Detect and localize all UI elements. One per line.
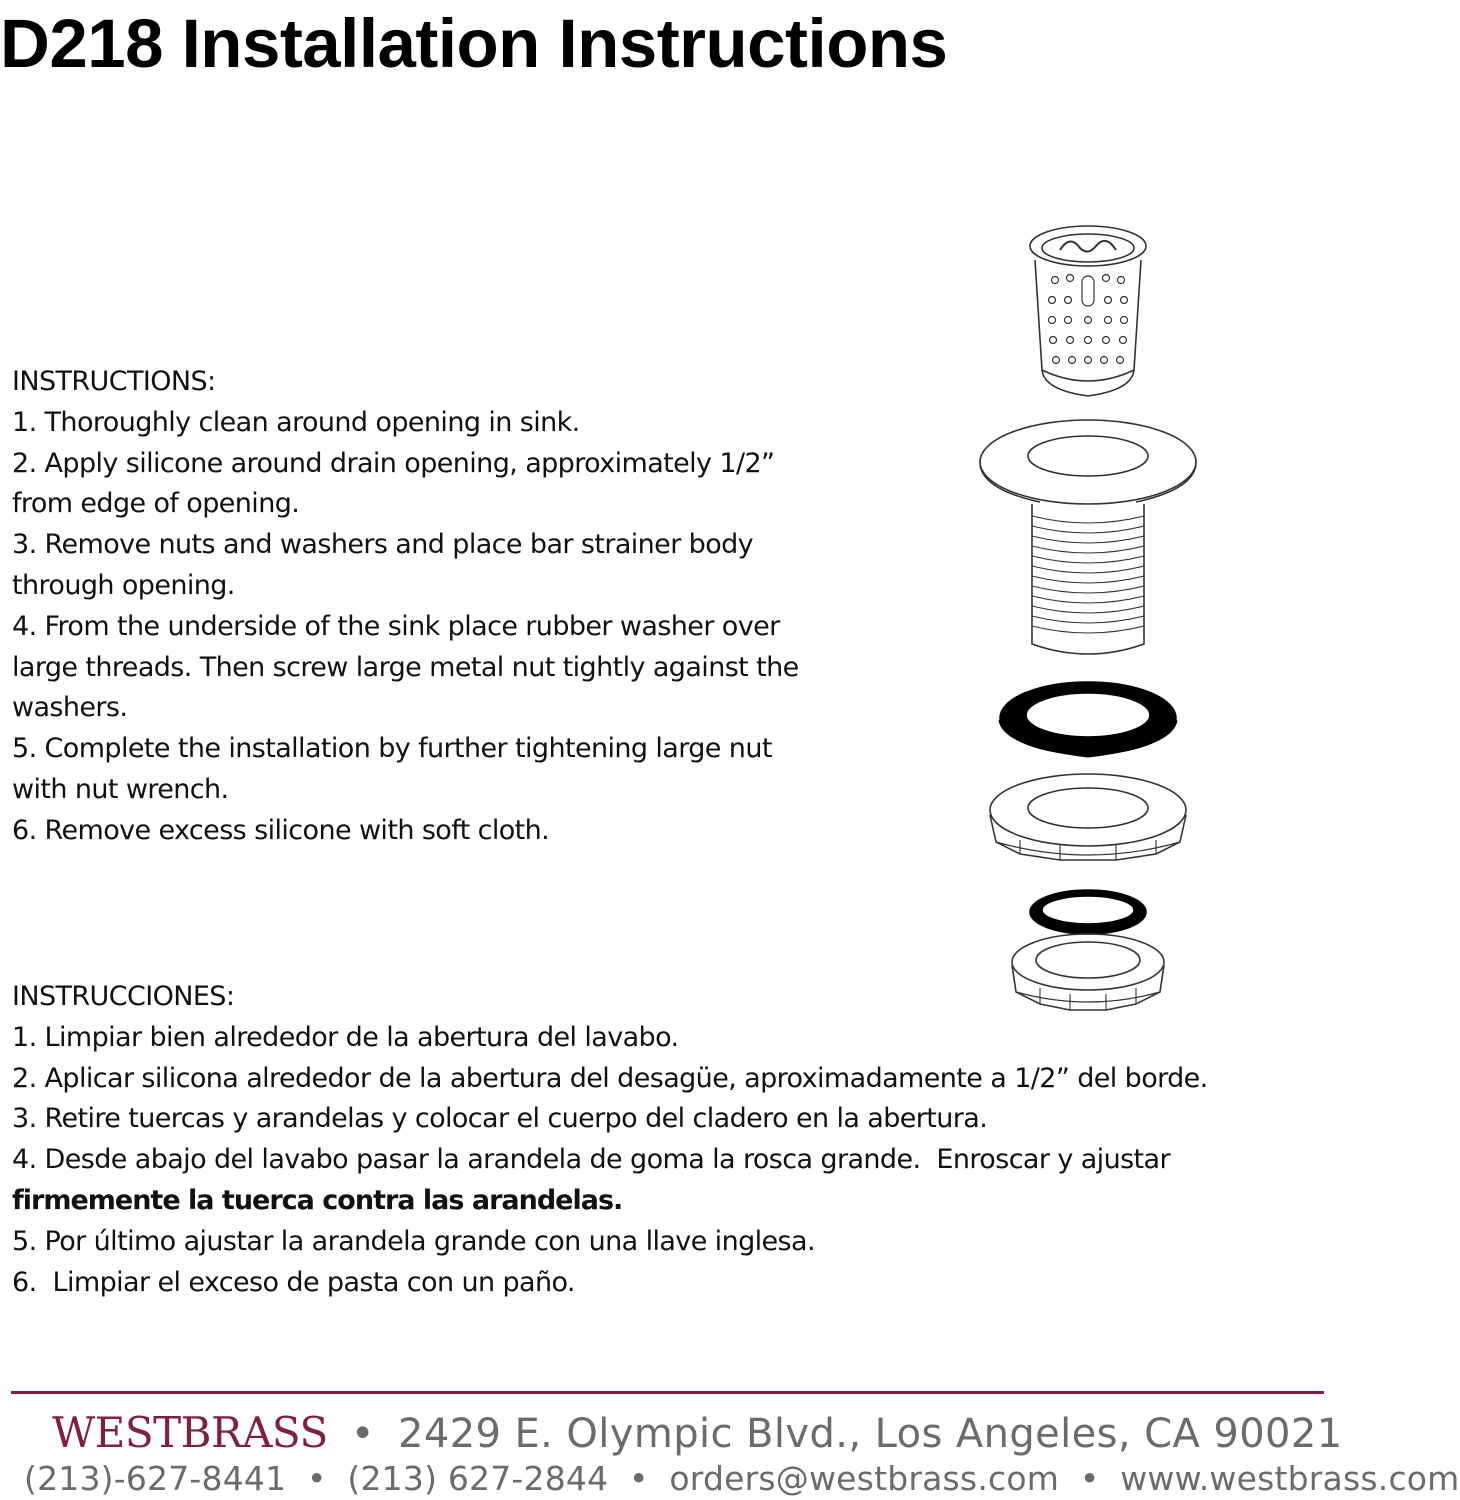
instruction-line-bold: firmemente la tuerca contra las arandelas.: [12, 1184, 623, 1216]
footer-phone-1: (213)-627-8441: [24, 1459, 287, 1498]
footer-phone-2: (213) 627-2844: [347, 1459, 609, 1498]
footer-divider: [11, 1391, 1324, 1394]
rubber-washer-drawing: [1000, 682, 1176, 756]
instruction-line: with nut wrench.: [12, 773, 229, 805]
small-nut-drawing: [1012, 934, 1164, 1010]
instruction-line: from edge of opening.: [12, 488, 300, 520]
strainer-body-drawing: [980, 420, 1196, 654]
instruction-line: through opening.: [12, 569, 235, 601]
instruction-line: large threads. Then screw large metal nut tightly against the: [12, 651, 799, 683]
large-nut-drawing: [990, 774, 1186, 860]
small-washer-drawing: [1030, 890, 1146, 934]
english-heading: INSTRUCTIONS:: [12, 366, 216, 397]
page-title: D218 Installation Instructions: [0, 5, 948, 82]
strainer-parts-illustration: [960, 220, 1220, 1030]
footer-website: www.westbrass.com: [1120, 1459, 1460, 1498]
instruction-line: 2. Aplicar silicona alrededor de la abertura del desagüe, aproximadamente a 1/2” del borde.: [12, 1062, 1208, 1094]
instruction-line: 4. From the underside of the sink place rubber washer over: [12, 610, 780, 642]
spanish-heading: INSTRUCCIONES:: [12, 981, 235, 1012]
bullet-separator: •: [307, 1459, 327, 1498]
instruction-line: 6. Limpiar el exceso de pasta con un paño.: [12, 1266, 575, 1298]
instruction-line: 4. Desde abajo del lavabo pasar la arandela de goma la rosca grande. Enroscar y ajustar: [12, 1144, 1170, 1176]
brand-logo-text: WESTBRASS: [52, 1408, 328, 1457]
footer-address: 2429 E. Olympic Blvd., Los Angeles, CA 90021: [398, 1411, 1343, 1457]
instruction-line: 3. Retire tuercas y arandelas y colocar el cuerpo del cladero en la abertura.: [12, 1103, 988, 1135]
bullet-separator: •: [350, 1411, 375, 1457]
instruction-line: 5. Complete the installation by further tightening large nut: [12, 733, 772, 765]
english-instructions: [12, 362, 912, 852]
instruction-line: 5. Por último ajustar la arandela grande con una llave inglesa.: [12, 1225, 815, 1257]
instruction-line: washers.: [12, 692, 128, 724]
strainer-basket-drawing: [1030, 226, 1146, 396]
instruction-line: 1. Thoroughly clean around opening in sink.: [12, 406, 580, 438]
footer-contact-line: [24, 1459, 1460, 1498]
instruction-line: 6. Remove excess silicone with soft cloth.: [12, 814, 550, 846]
instruction-line: 2. Apply silicone around drain opening, approximately 1/2”: [12, 447, 775, 479]
bullet-separator: •: [1079, 1459, 1100, 1498]
instruction-line: 3. Remove nuts and washers and place bar strainer body: [12, 529, 754, 561]
footer-email: orders@westbrass.com: [669, 1459, 1060, 1498]
instruction-line: 1. Limpiar bien alrededor de la abertura del lavabo.: [12, 1021, 679, 1053]
bullet-separator: •: [629, 1459, 649, 1498]
footer-address-line: [52, 1408, 1343, 1464]
